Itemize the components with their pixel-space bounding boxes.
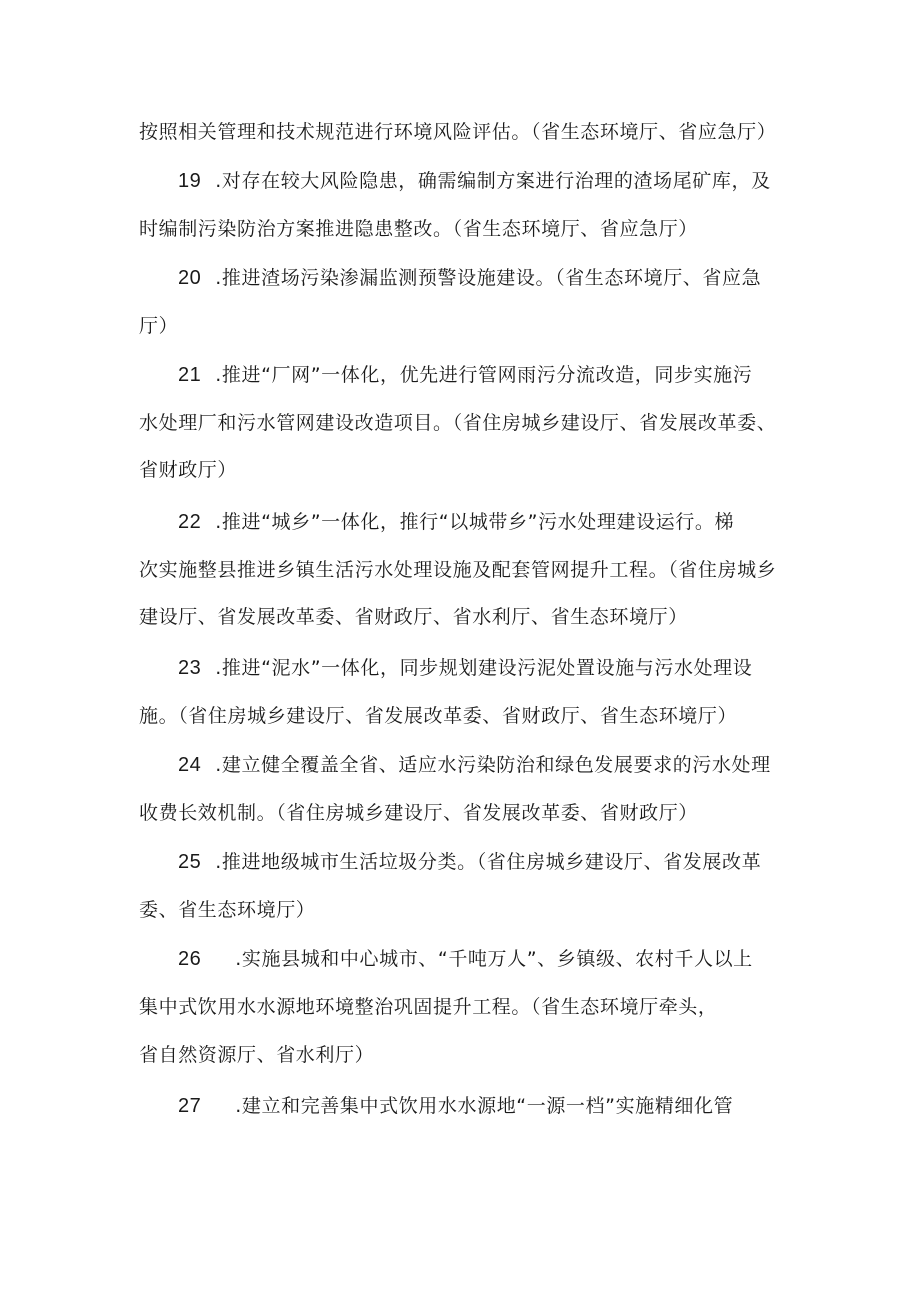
text-line: 施。（省住房城乡建设厅、省发展改革委、省财政厅、省生态环境厅） <box>139 705 738 727</box>
item-20-line: 20 .推进渣场污染渗漏监测预警设施建设。（省生态环境厅、省应急 <box>178 267 762 289</box>
text-line: 委、省生态环境厅） <box>139 899 316 921</box>
text-line: 收费长效机制。（省住房城乡建设厅、省发展改革委、省财政厅） <box>139 802 698 824</box>
item-27-line: 27 .建立和完善集中式饮用水水源地“一源一档”实施精细化管 <box>178 1095 734 1117</box>
text-line: 次实施整县推进乡镇生活污水处理设施及配套管网提升工程。（省住房城乡 <box>139 559 777 581</box>
text-line: 厅） <box>139 315 179 337</box>
text-line: 省财政厅） <box>139 459 238 481</box>
item-number: 19 <box>178 170 202 192</box>
item-21-line: 21 .推进“厂网”一体化，优先进行管网雨污分流改造，同步实施污 <box>178 364 753 386</box>
item-19-line: 19 .对存在较大风险隐患，确需编制方案进行治理的渣场尾矿库，及 <box>178 170 771 192</box>
item-number: 23 <box>178 657 202 679</box>
text-line: 建设厅、省发展改革委、省财政厅、省水利厅、省生态环境厅） <box>139 606 688 628</box>
item-number: 20 <box>178 267 202 289</box>
text-line: 水处理厂和污水管网建设改造项目。（省住房城乡建设厅、省发展改革委、 <box>139 412 777 434</box>
item-26-line: 26 .实施县城和中心城市、“千吨万人”、乡镇级、农村千人以上 <box>178 948 753 970</box>
text-line: 时编制污染防治方案推进隐患整改。（省生态环境厅、省应急厅） <box>139 218 698 240</box>
item-number: 25 <box>178 851 202 873</box>
text-line: 省自然资源厅、省水利厅） <box>139 1044 375 1066</box>
text-line: 按照相关管理和技术规范进行环境风险评估。（省生态环境厅、省应急厅） <box>139 121 777 143</box>
item-22-line: 22 .推进“城乡”一体化，推行“以城带乡”污水处理建设运行。梯 <box>178 511 735 533</box>
item-number: 27 <box>178 1095 202 1117</box>
item-number: 22 <box>178 511 202 533</box>
text-line: 集中式饮用水水源地环境整治巩固提升工程。（省生态环境厅牵头， <box>139 996 718 1018</box>
item-23-line: 23 .推进“泥水”一体化，同步规划建设污泥处置设施与污水处理设 <box>178 657 753 679</box>
item-number: 24 <box>178 754 202 776</box>
item-24-line: 24 .建立健全覆盖全省、适应水污染防治和绿色发展要求的污水处理 <box>178 754 771 776</box>
item-number: 26 <box>178 948 202 970</box>
item-number: 21 <box>178 364 202 386</box>
item-25-line: 25 .推进地级城市生活垃圾分类。（省住房城乡建设厅、省发展改革 <box>178 851 762 873</box>
